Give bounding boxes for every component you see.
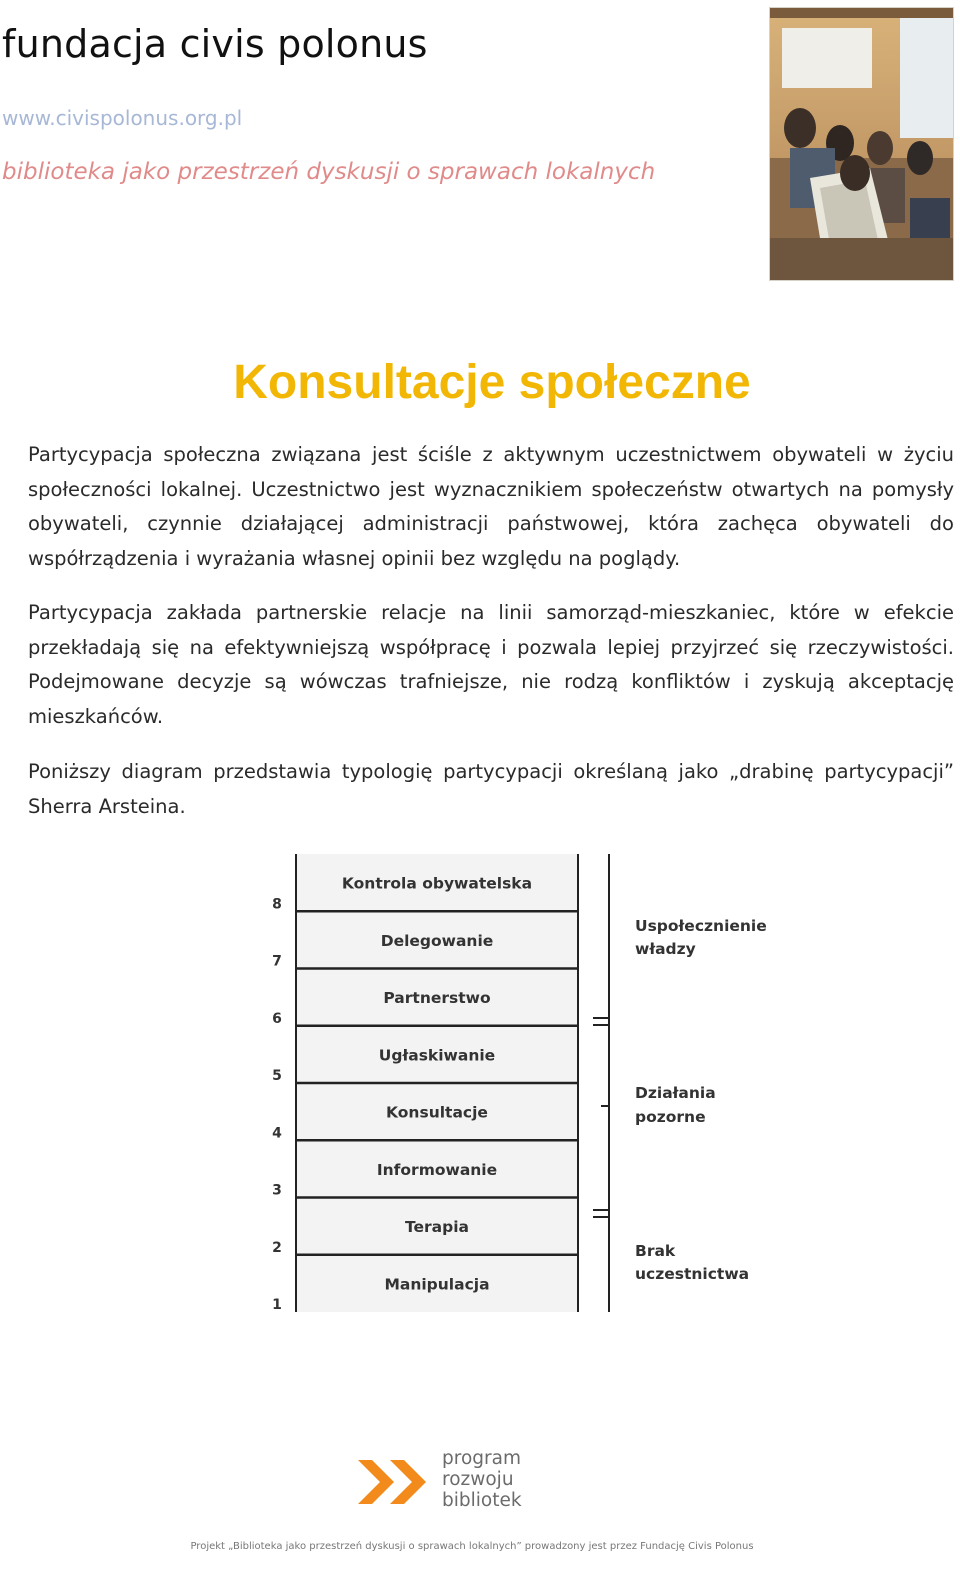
logo-line: bibliotek <box>442 1490 522 1511</box>
ladder-rung-label: Konsultacje <box>386 1103 488 1122</box>
page-heading: Konsultacje społeczne <box>233 356 751 409</box>
ladder-rung-number: 4 <box>272 1125 282 1142</box>
group-label-line: Działania <box>635 1084 716 1102</box>
ladder-rung-label: Partnerstwo <box>383 989 491 1008</box>
ladder-rung-number: 8 <box>272 896 282 913</box>
workshop-photo <box>769 7 954 281</box>
double-chevron-icon <box>356 1456 432 1508</box>
ladder-rung-label: Kontrola obywatelska <box>341 874 533 893</box>
group-label-line: uczestnictwa <box>635 1265 750 1283</box>
paragraph-participation: Partycypacja społeczna związana jest ściśle z aktywnym uczestnictwem obywateli w życiu społeczności lokalnej. Uczestnictwo jest wyznacznikiem społeczeństw otwartych na pomysły obywateli, czynnie działającej administracji państwowej, która zachęca obywateli do współrządzenia i wyrażania własnej opinii bez względu na poglądy. <box>28 443 954 570</box>
group-bracket-top <box>593 1018 609 1025</box>
ladder-rung-number: 5 <box>272 1068 282 1084</box>
group-label-line: Brak <box>635 1242 676 1260</box>
group-bracket-bottom <box>593 1210 609 1217</box>
ladder-rung-number: 7 <box>272 953 282 970</box>
ladder-rung-number: 1 <box>272 1297 282 1312</box>
ladder-rung-label: Delegowanie <box>380 931 494 950</box>
project-footer-note: Projekt „Biblioteka jako przestrzeń dyskusji o sprawach lokalnych” prowadzony jest przez Fundację Civis Polonus <box>190 1541 754 1552</box>
paragraph-diagram-intro: Poniższy diagram przedstawia typologię partycypacji określaną jako „drabinę partycypacji” Sherra Arsteina. <box>28 760 954 818</box>
logo-line: rozwoju <box>442 1469 514 1490</box>
organization-title: fundacja civis polonus <box>2 22 428 66</box>
logo-wordmark <box>442 1448 522 1511</box>
group-label-line: Uspołecznienie <box>635 917 767 935</box>
ladder-rung-label: Ugłaskiwanie <box>378 1046 496 1065</box>
ladder-rung-label: Informowanie <box>376 1160 498 1179</box>
group-label-line: pozorne <box>635 1108 706 1126</box>
project-subtitle: biblioteka jako przestrzeń dyskusji o sprawach lokalnych <box>2 159 656 185</box>
ladder-rung-label: Manipulacja <box>384 1275 490 1294</box>
ladder-rung-number: 2 <box>272 1239 282 1256</box>
ladder-rung-number: 6 <box>272 1010 282 1027</box>
ladder-rung-label: Terapia <box>405 1218 469 1237</box>
program-rozwoju-bibliotek-logo <box>356 1448 536 1514</box>
logo-line: program <box>442 1448 521 1469</box>
paragraph-partnership: Partycypacja zakłada partnerskie relacje na linii samorząd-mieszkaniec, które w efekcie przekładają się na efektywniejszą współpracę i pozwala lepiej przyjrzeć się rzeczywistości. Podejmowane decyzje są wówczas trafniejsze, nie rodzą konfliktów i zyskują akceptację mieszkańców. <box>28 601 954 728</box>
participation-ladder-diagram <box>255 848 775 1312</box>
group-label-line: władzy <box>635 940 696 958</box>
ladder-rung-number: 3 <box>272 1182 282 1199</box>
website-link[interactable]: www.civispolonus.org.pl <box>2 106 243 130</box>
